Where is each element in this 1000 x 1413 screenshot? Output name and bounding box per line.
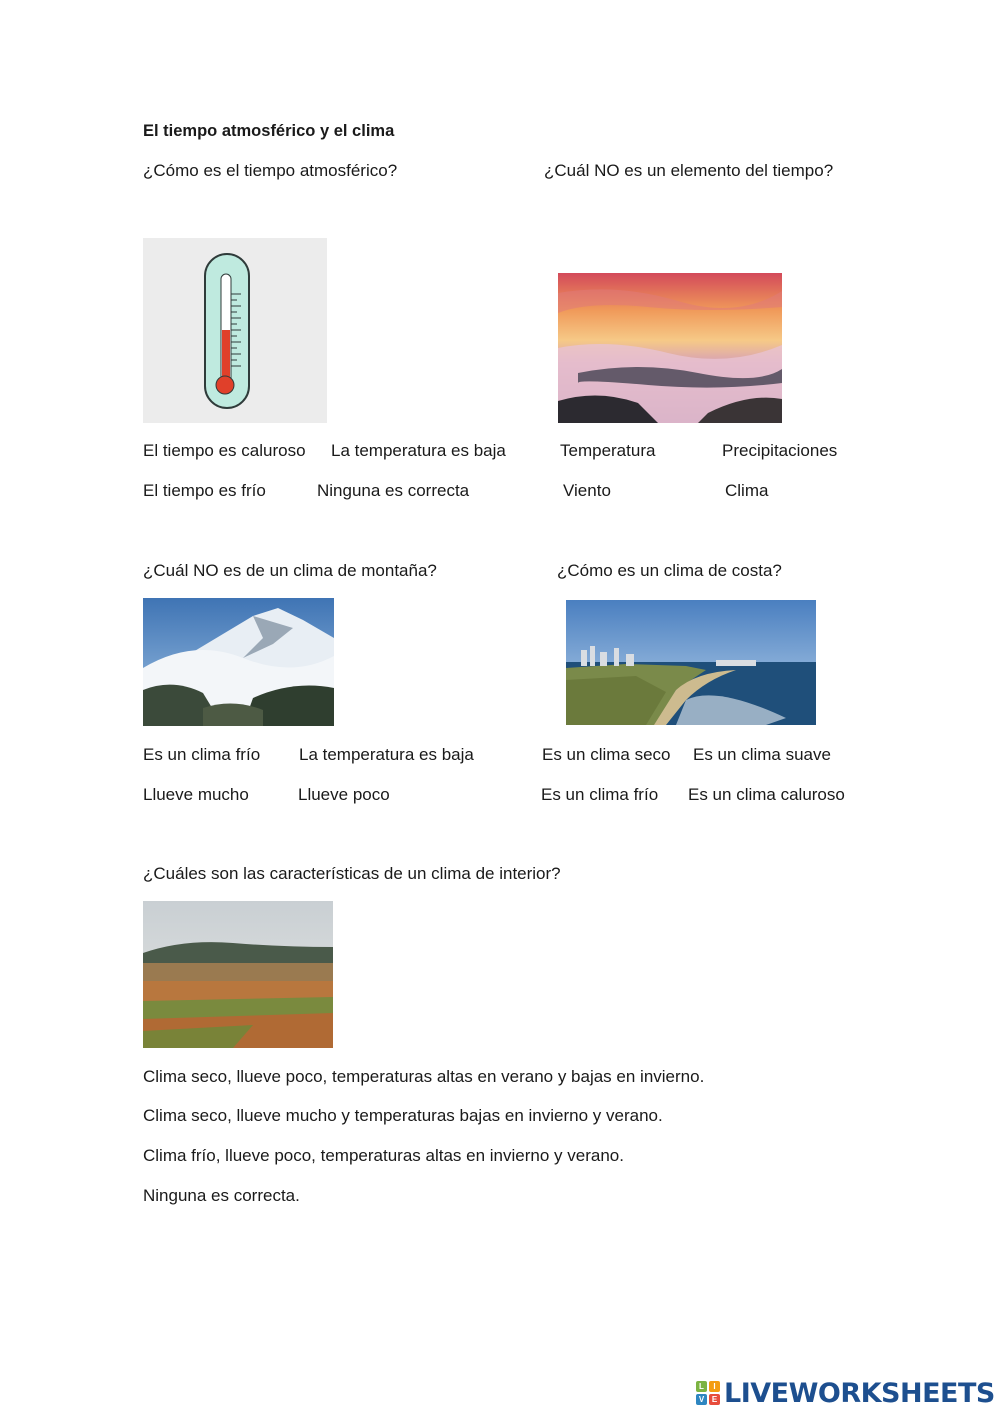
brand-text: LIVEWORKSHEETS bbox=[724, 1377, 995, 1409]
question-5: ¿Cuáles son las características de un clima de interior? bbox=[143, 864, 561, 883]
logo-letter-e: E bbox=[709, 1394, 720, 1405]
q5-option-4[interactable]: Ninguna es correcta. bbox=[143, 1186, 300, 1205]
worksheet-title: El tiempo atmosférico y el clima bbox=[143, 122, 395, 140]
logo-icon bbox=[696, 1381, 720, 1405]
q2-option-1[interactable]: Temperatura bbox=[560, 441, 656, 460]
q4-option-1[interactable]: Es un clima seco bbox=[542, 745, 671, 764]
q2-option-4[interactable]: Clima bbox=[725, 481, 769, 500]
coast-image bbox=[566, 600, 816, 725]
q3-option-3[interactable]: Llueve mucho bbox=[143, 785, 249, 804]
q3-option-4[interactable]: Llueve poco bbox=[298, 785, 390, 804]
q1-option-4[interactable]: Ninguna es correcta bbox=[317, 481, 470, 500]
question-2: ¿Cuál NO es un elemento del tiempo? bbox=[544, 161, 834, 180]
q1-option-2[interactable]: La temperatura es baja bbox=[331, 441, 506, 460]
thermometer-image bbox=[143, 238, 327, 423]
snowy-mountain-image bbox=[143, 598, 334, 726]
inland-plain-image bbox=[143, 901, 333, 1048]
sunset-clouds-image bbox=[558, 273, 782, 423]
q5-option-2[interactable]: Clima seco, llueve mucho y temperaturas bajas en invierno y verano. bbox=[143, 1106, 663, 1125]
q1-option-3[interactable]: El tiempo es frío bbox=[143, 481, 266, 500]
q1-option-1[interactable]: El tiempo es caluroso bbox=[143, 441, 306, 460]
q5-option-1[interactable]: Clima seco, llueve poco, temperaturas altas en verano y bajas en invierno. bbox=[143, 1067, 705, 1086]
logo-letter-i: I bbox=[709, 1381, 720, 1392]
question-1: ¿Cómo es el tiempo atmosférico? bbox=[143, 161, 398, 180]
q4-option-2[interactable]: Es un clima suave bbox=[693, 745, 831, 764]
q3-option-2[interactable]: La temperatura es baja bbox=[299, 745, 474, 764]
logo-letter-l: L bbox=[696, 1381, 707, 1392]
logo-letter-v: V bbox=[696, 1394, 707, 1405]
q2-option-3[interactable]: Viento bbox=[563, 481, 611, 500]
question-3: ¿Cuál NO es de un clima de montaña? bbox=[143, 561, 437, 580]
q5-option-3[interactable]: Clima frío, llueve poco, temperaturas altas en invierno y verano. bbox=[143, 1146, 624, 1165]
q4-option-3[interactable]: Es un clima frío bbox=[541, 785, 659, 804]
liveworksheets-logo bbox=[696, 1377, 995, 1409]
q3-option-1[interactable]: Es un clima frío bbox=[143, 745, 261, 764]
question-4: ¿Cómo es un clima de costa? bbox=[557, 561, 782, 580]
q2-option-2[interactable]: Precipitaciones bbox=[722, 441, 838, 460]
q4-option-4[interactable]: Es un clima caluroso bbox=[688, 785, 845, 804]
